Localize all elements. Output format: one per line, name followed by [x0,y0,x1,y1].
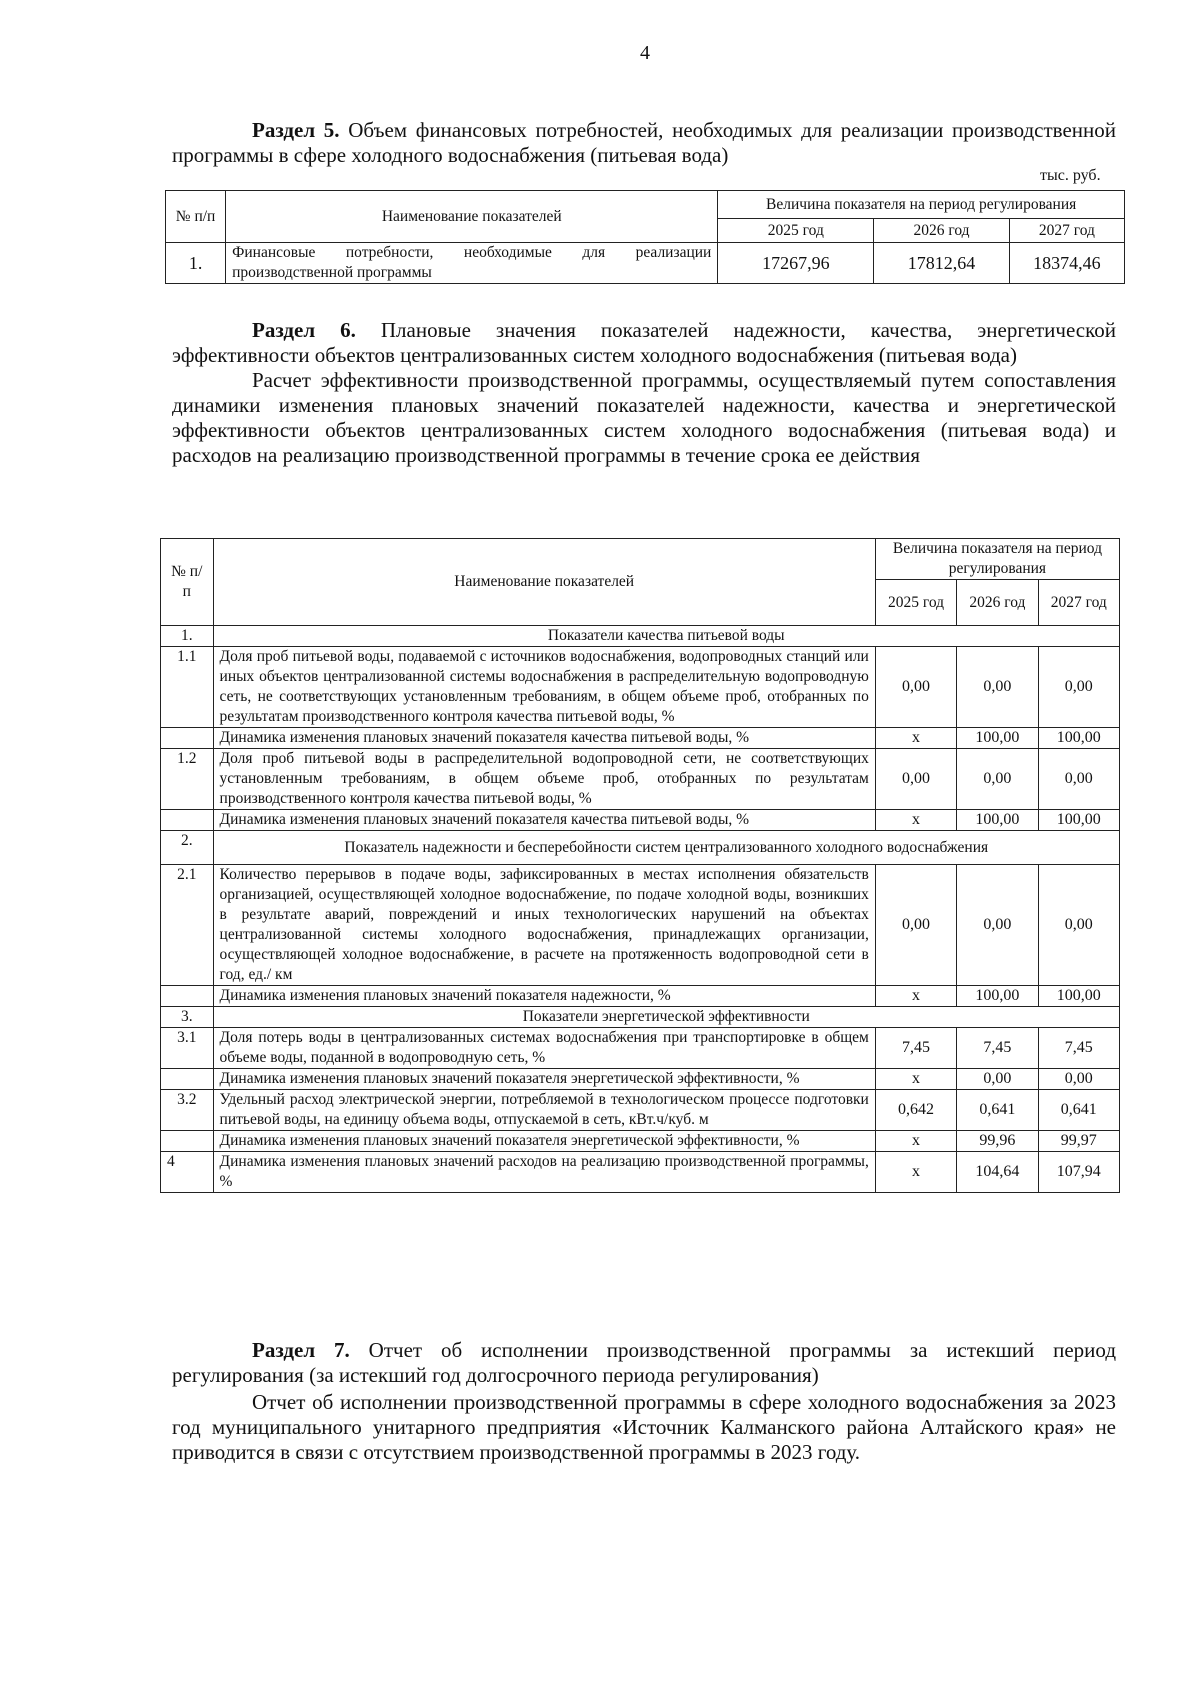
value-2027: 18374,46 [1009,243,1124,284]
section-7-paragraph: Отчет об исполнении производственной программы в сфере холодного водоснабжения за 2023 год муниципального унитарного предприятия «Источник Калманского района Алтайского края» не приводится в связи с отсутствием производственной программы в 2023 году. [172,1390,1116,1464]
group-num: 3. [161,1007,214,1028]
col-num-header: № п/п [166,191,226,243]
year-2026-header: 2026 год [874,219,1010,243]
row-num: 4 [161,1152,214,1193]
value-2026: 0,00 [957,1069,1038,1090]
table-row [161,1069,1120,1090]
value-2026: 7,45 [957,1028,1038,1069]
value-2027: 7,45 [1038,1028,1119,1069]
value-2025: х [875,1131,956,1152]
row-num: 1.2 [161,749,214,810]
value-2025: х [875,986,956,1007]
group-num: 1. [161,626,214,647]
col-name-header: Наименование показателей [226,191,718,243]
section-7-title: Отчет об исполнении производственной программы за истекший период регулирования (за истекший год долгосрочного периода регулирования) [172,1338,1117,1387]
unit-label: тыс. руб. [1040,167,1101,184]
section-5-heading [172,118,1116,168]
value-2027: 0,00 [1038,1069,1119,1090]
row-name: Динамика изменения плановых значений показателя энергетической эффективности, % [213,1131,875,1152]
row-name: Доля проб питьевой воды, подаваемой с источников водоснабжения, водопроводных станций или иных объектов централизованной системы водоснабжения в распределительную водопроводную сеть, не соответствующих установленным требованиям, в общем объеме проб, отобранных по результатам производственного контроля качества питьевой воды, % [213,647,875,728]
section-7-label: Раздел 7. [252,1338,350,1362]
row-num: 1.1 [161,647,214,728]
value-2026: 0,641 [957,1090,1038,1131]
section-7-heading [172,1338,1116,1465]
value-2026: 100,00 [957,728,1038,749]
row-num [161,986,214,1007]
col-num-header: № п/п [161,539,214,626]
value-2025: 7,45 [875,1028,956,1069]
col-group-header: Величина показателя на период регулирования [718,191,1125,219]
value-2027: 107,94 [1038,1152,1119,1193]
value-2027: 100,00 [1038,810,1119,831]
value-2025: х [875,1152,956,1193]
group-row-energy [161,1007,1120,1028]
row-num [161,728,214,749]
year-2027-header: 2027 год [1038,580,1119,626]
row-num: 2.1 [161,865,214,986]
row-name: Динамика изменения плановых значений показателя качества питьевой воды, % [213,810,875,831]
value-2025: 0,642 [875,1090,956,1131]
table-row [161,1028,1120,1069]
row-name: Динамика изменения плановых значений показателя качества питьевой воды, % [213,728,875,749]
row-name: Динамика изменения плановых значений расходов на реализацию производственной программы, % [213,1152,875,1193]
table-row [161,647,1120,728]
col-name-header: Наименование показателей [213,539,875,626]
page-number: 4 [640,42,650,64]
value-2025: 17267,96 [718,243,874,284]
table-row [161,728,1120,749]
row-name: Удельный расход электрической энергии, потребляемой в технологическом процессе подготовки питьевой воды, на единицу объема воды, отпускаемой в сеть, кВт.ч/куб. м [213,1090,875,1131]
value-2025: х [875,728,956,749]
section-6-paragraph: Расчет эффективности производственной программы, осуществляемый путем сопоставления динамики изменения плановых значений показателей надежности, качества и энергетической эффективности объектов централизованных систем холодного водоснабжения (питьевая вода) и расходов на реализацию производственной программы в течение срока ее действия [172,368,1116,467]
section-6-heading [172,318,1116,468]
row-name: Доля проб питьевой воды в распределительной водопроводной сети, не соответствующих установленным требованиям, в общем объеме проб, отобранных по результатам производственного контроля качества питьевой воды, % [213,749,875,810]
row-num: 1. [166,243,226,284]
table-row [166,243,1125,284]
year-2026-header: 2026 год [957,580,1038,626]
group-row-quality [161,626,1120,647]
row-name: Динамика изменения плановых значений показателя надежности, % [213,986,875,1007]
year-2025-header: 2025 год [718,219,874,243]
value-2027: 100,00 [1038,728,1119,749]
value-2026: 0,00 [957,749,1038,810]
section-5-label: Раздел 5. [252,118,340,142]
group-title: Показатель надежности и бесперебойности систем централизованного холодного водоснабжения [213,831,1119,865]
value-2026: 100,00 [957,810,1038,831]
col-group-header: Величина показателя на период регулирования [875,539,1119,580]
value-2026: 0,00 [957,865,1038,986]
value-2026: 17812,64 [874,243,1010,284]
year-2027-header: 2027 год [1009,219,1124,243]
group-title: Показатели качества питьевой воды [213,626,1119,647]
row-name: Финансовые потребности, необходимые для реализации производственной программы [226,243,718,284]
value-2025: 0,00 [875,865,956,986]
value-2025: 0,00 [875,749,956,810]
row-num [161,1131,214,1152]
value-2027: 0,641 [1038,1090,1119,1131]
value-2026: 100,00 [957,986,1038,1007]
table-row [161,1152,1120,1193]
value-2027: 0,00 [1038,749,1119,810]
table-row [161,1131,1120,1152]
table-row [161,865,1120,986]
row-num [161,810,214,831]
table-row [161,749,1120,810]
value-2026: 0,00 [957,647,1038,728]
group-num: 2. [161,831,214,865]
value-2025: 0,00 [875,647,956,728]
value-2026: 99,96 [957,1131,1038,1152]
indicators-table [160,538,1120,1193]
value-2025: х [875,810,956,831]
group-row-reliability [161,831,1120,865]
value-2027: 0,00 [1038,865,1119,986]
value-2027: 99,97 [1038,1131,1119,1152]
row-num [161,1069,214,1090]
value-2027: 100,00 [1038,986,1119,1007]
section-6-title: Плановые значения показателей надежности, качества, энергетической эффективности объектов централизованных систем холодного водоснабжения (питьевая вода) [172,318,1116,367]
section-5-title: Объем финансовых потребностей, необходимых для реализации производственной программы в сфере холодного водоснабжения (питьевая вода) [172,118,1116,167]
row-name: Доля потерь воды в централизованных системах водоснабжения при транспортировке в общем объеме воды, поданной в водопроводную сеть, % [213,1028,875,1069]
financial-needs-table [165,190,1125,284]
row-num: 3.1 [161,1028,214,1069]
year-2025-header: 2025 год [875,580,956,626]
row-num: 3.2 [161,1090,214,1131]
table-row [161,810,1120,831]
table-row [161,986,1120,1007]
table-row [161,1090,1120,1131]
section-6-label: Раздел 6. [252,318,356,342]
row-name: Динамика изменения плановых значений показателя энергетической эффективности, % [213,1069,875,1090]
row-name: Количество перерывов в подаче воды, зафиксированных в местах исполнения обязательств организацией, осуществляющей холодное водоснабжение, по подаче холодной воды, возникших в результате аварий, повреждений и иных технологических нарушений на объектах централизованной системы холодного водоснабжения, принадлежащих организации, осуществляющей холодное водоснабжение, в расчете на протяженность водопроводной сети в год, ед./ км [213,865,875,986]
value-2026: 104,64 [957,1152,1038,1193]
value-2025: х [875,1069,956,1090]
value-2027: 0,00 [1038,647,1119,728]
group-title: Показатели энергетической эффективности [213,1007,1119,1028]
